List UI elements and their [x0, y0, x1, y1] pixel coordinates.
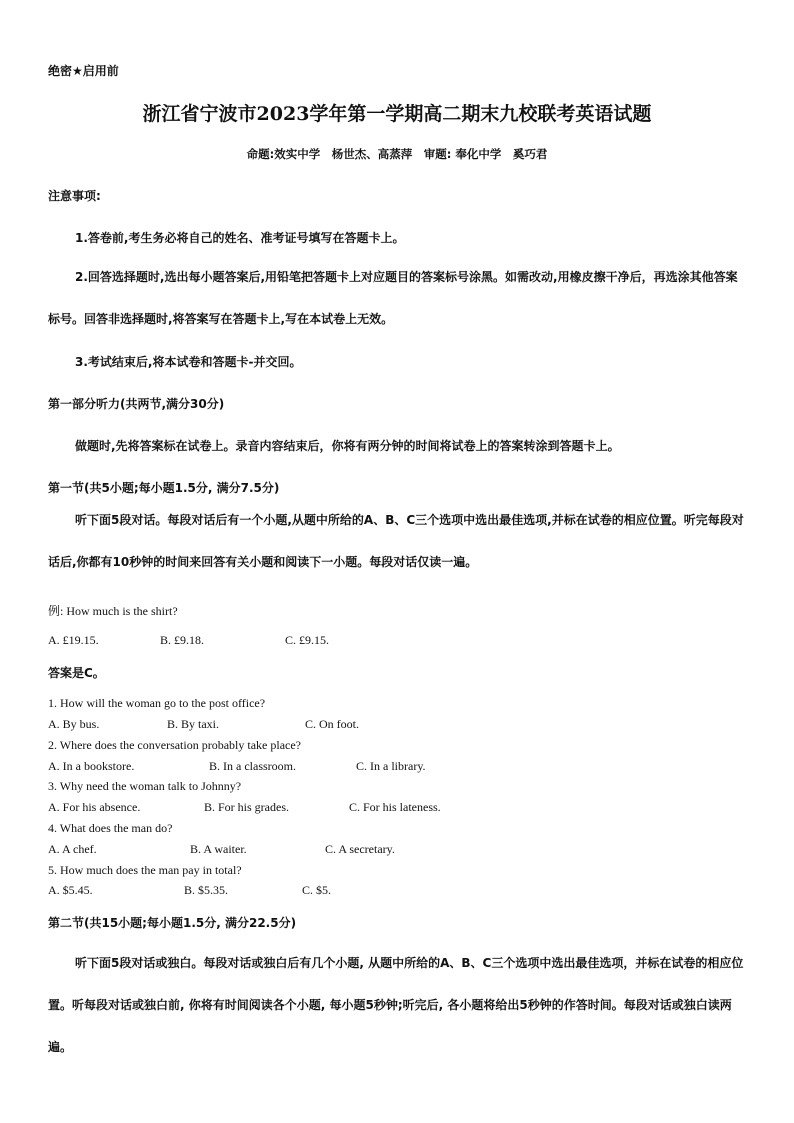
example-option-b: B. £9.18.	[160, 633, 205, 647]
authors-line: 命题:效实中学 杨世杰、高蒸萍 审题: 奉化中学 奚巧君	[246, 147, 548, 161]
q5-option-c: C. $5.	[302, 883, 332, 897]
q4-option-c: C. A secretary.	[325, 842, 395, 856]
q3-option-c: C. For his lateness.	[349, 800, 441, 814]
q1-option-a: A. By bus.	[48, 717, 100, 731]
q4-option-a: A. A chef.	[48, 842, 97, 856]
q5-option-b: B. $5.35.	[184, 883, 229, 897]
notice-item-3: 3.考试结束后,将本试卷和答题卡-并交回。	[75, 355, 302, 369]
notice-item-2: 2.回答选择题时,选出每小题答案后,用铅笔把答题卡上对应题目的答案标号涂黑。如需改动,用橡皮擦干净后，再选涂其他答案标号。回答非选择题时,将答案写在答题卡上,写在本试卷上无效。	[48, 270, 738, 326]
q4-option-b: B. A waiter.	[190, 842, 247, 856]
part1-heading: 第一部分听力(共两节,满分30分)	[48, 397, 225, 411]
section2-instruction: 听下面5段对话或独白。每段对话或独白后有几个小题, 从题中所给的A、B、C三个选项中选出最佳选项，并标在试卷的相应位置。听每段对话或独白前, 你将有时间阅读各个小题, 每小题5秒钟;听完后, 各小题将给出5秒钟的作答时间。每段对话或独白读两遍。	[48, 956, 744, 1054]
section1-instruction: 听下面5段对话。每段对话后有一个小题,从题中所给的A、B、C三个选项中选出最佳选项,并标在试卷的相应位置。听完每段对话后,你都有10秒钟的时间来回答有关小题和阅读下一小题。每段对话仅读一遍。	[48, 513, 744, 569]
question-1: 1. How will the woman go to the post office?	[48, 696, 266, 710]
part1-instruction: 做题时,先将答案标在试卷上。录音内容结束后，你将有两分钟的时间将试卷上的答案转涂到答题卡上。	[75, 439, 620, 453]
q5-option-a: A. $5.45.	[48, 883, 93, 897]
example-option-a: A. £19.15.	[48, 633, 99, 647]
section1-heading: 第一节(共5小题;每小题1.5分, 满分7.5分)	[48, 481, 280, 495]
q1-option-b: B. By taxi.	[167, 717, 220, 731]
question-3: 3. Why need the woman talk to Johnny?	[48, 779, 242, 793]
q3-option-b: B. For his grades.	[204, 800, 289, 814]
q2-option-c: C. In a library.	[356, 759, 426, 773]
section2-heading: 第二节(共15小题;每小题1.5分, 满分22.5分)	[48, 916, 297, 930]
exam-title: 浙江省宁波市2023学年第一学期高二期末九校联考英语试题	[142, 103, 652, 125]
example-option-c: C. £9.15.	[285, 633, 330, 647]
q2-option-b: B. In a classroom.	[209, 759, 296, 773]
example-answer: 答案是C。	[48, 666, 105, 680]
example-question: 例: How much is the shirt?	[48, 604, 178, 618]
q2-option-a: A. In a bookstore.	[48, 759, 135, 773]
question-2: 2. Where does the conversation probably take place?	[48, 738, 302, 752]
notice-item-1: 1.答卷前,考生务必将自己的姓名、准考证号填写在答题卡上。	[75, 231, 405, 245]
q3-option-a: A. For his absence.	[48, 800, 141, 814]
question-5: 5. How much does the man pay in total?	[48, 863, 242, 877]
classified-label: 绝密★启用前	[48, 64, 119, 78]
notice-heading: 注意事项:	[48, 189, 101, 203]
question-4: 4. What does the man do?	[48, 821, 173, 835]
q1-option-c: C. On foot.	[305, 717, 359, 731]
